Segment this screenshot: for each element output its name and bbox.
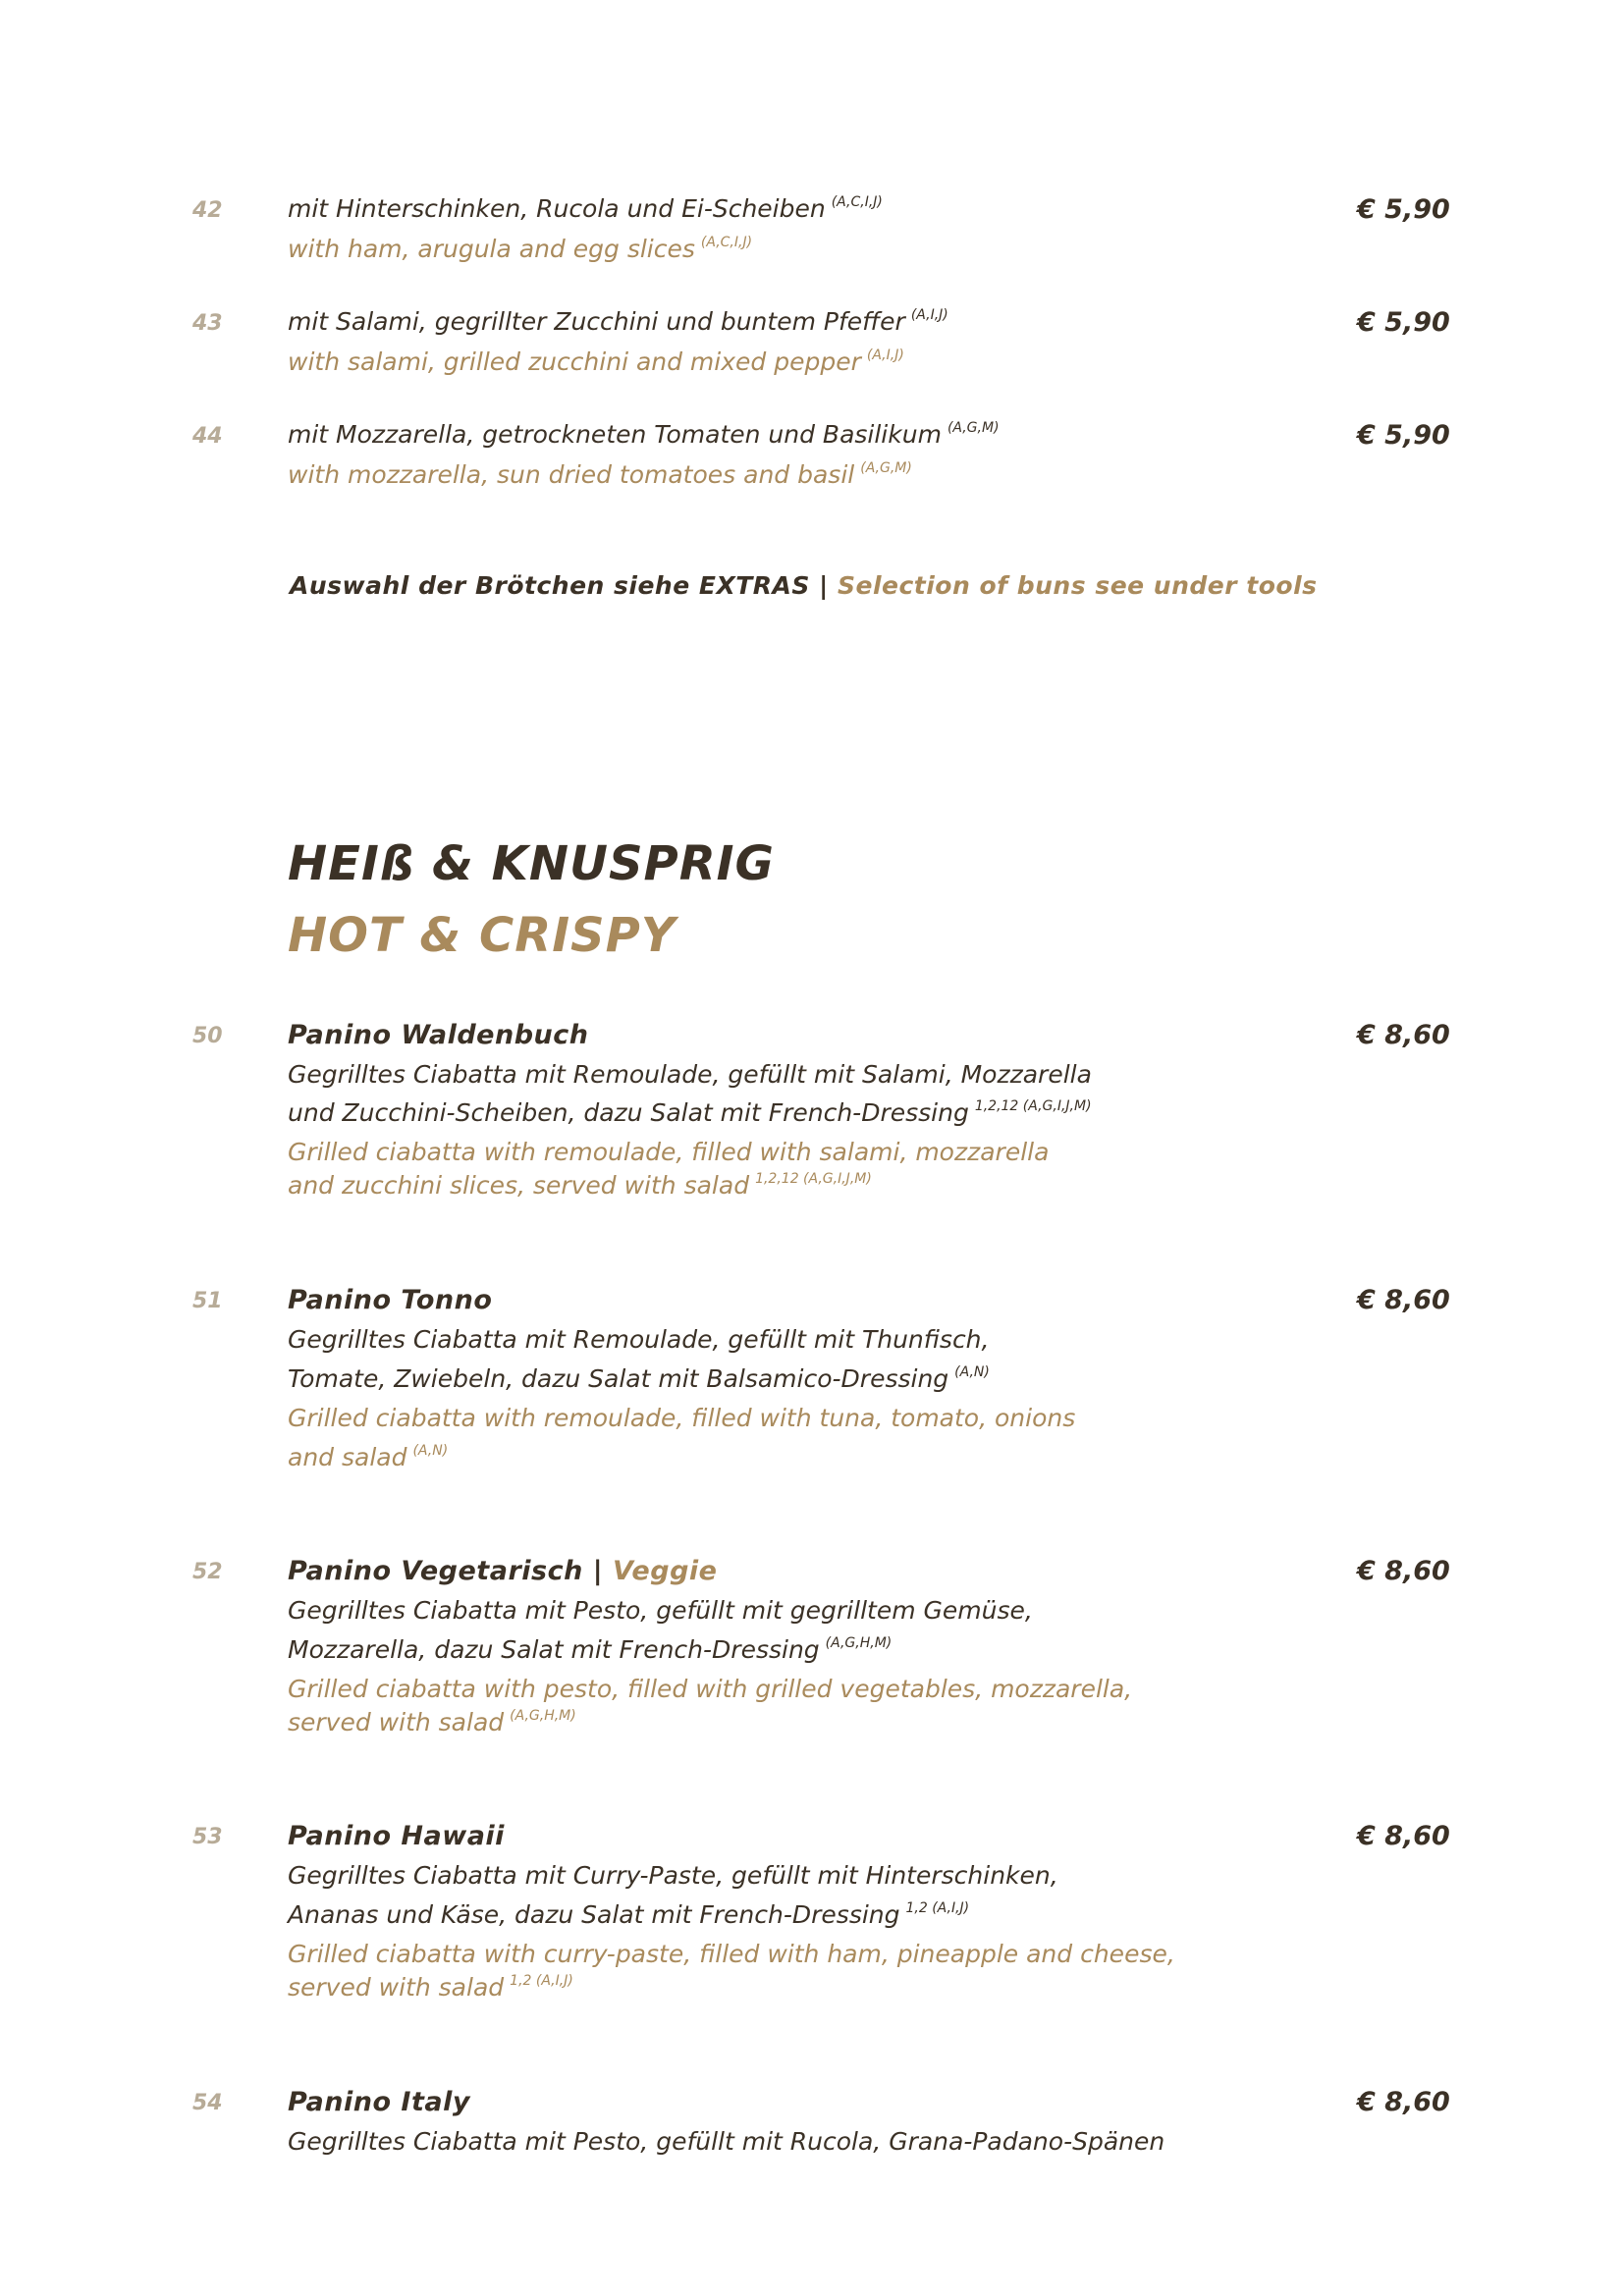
allergen-codes: 1,2 (A,I,J) bbox=[905, 1900, 970, 1916]
item-description-de: mit Hinterschinken, Rucola und Ei-Scheiben $^{(A,C,I,J)}$ bbox=[288, 194, 883, 223]
item-name: Panino Vegetarisch | Veggie bbox=[288, 1556, 718, 1586]
buns-note-de: Auswahl der Brötchen siehe EXTRAS bbox=[290, 571, 810, 600]
allergen-codes: (A,C,I,J) bbox=[700, 235, 753, 250]
item-number: 52 bbox=[192, 1560, 223, 1584]
item-description-de-line1: Gegrilltes Ciabatta mit Pesto, gefüllt mit gegrilltem Gemüse, bbox=[288, 1596, 1033, 1625]
item-name: Panino Waldenbuch bbox=[288, 1020, 589, 1050]
allergen-codes: 1,2 (A,I,J) bbox=[510, 1973, 573, 1989]
item-description-en-line2: served with salad $^{1,2 (A,I,J)}$ bbox=[288, 1973, 573, 2002]
item-description-en: with ham, arugula and egg slices $^{(A,C,I,J)}$ bbox=[288, 235, 753, 263]
item-description-de-line1: Gegrilltes Ciabatta mit Remoulade, gefüllt mit Thunfisch, bbox=[288, 1325, 990, 1354]
buns-note-en: Selection of buns see under tools bbox=[837, 571, 1318, 600]
item-description-en-line2: and salad $^{(A,N)}$ bbox=[288, 1443, 449, 1471]
item-price: € 8,60 bbox=[1357, 2087, 1450, 2117]
allergen-codes: (A,C,I,J) bbox=[831, 194, 883, 210]
item-description-de-line1: Gegrilltes Ciabatta mit Curry-Paste, gefüllt mit Hinterschinken, bbox=[288, 1861, 1058, 1890]
item-price: € 8,60 bbox=[1357, 1821, 1450, 1851]
buns-note-separator: | bbox=[819, 571, 829, 600]
allergen-codes: (A,I,J) bbox=[866, 347, 904, 363]
item-name: Panino Hawaii bbox=[288, 1821, 505, 1851]
item-description-en-line1: Grilled ciabatta with remoulade, filled with tuna, tomato, onions bbox=[288, 1404, 1076, 1432]
item-description-de-line2: Mozzarella, dazu Salat mit French-Dressing $^{(A,G,H,M)}$ bbox=[288, 1635, 893, 1664]
item-name: Panino Italy bbox=[288, 2087, 470, 2117]
item-price: € 5,90 bbox=[1357, 307, 1450, 338]
item-description-de-line1: Gegrilltes Ciabatta mit Pesto, gefüllt mit Rucola, Grana-Padano-Spänen bbox=[288, 2127, 1165, 2156]
item-number: 53 bbox=[192, 1825, 223, 1849]
item-description-de: mit Salami, gegrillter Zucchini und buntem Pfeffer $^{(A,I,J)}$ bbox=[288, 307, 948, 336]
section-title-en: HOT & CRISPY bbox=[288, 908, 677, 963]
item-number: 44 bbox=[192, 424, 223, 449]
item-name: Panino Tonno bbox=[288, 1285, 493, 1315]
item-number: 42 bbox=[192, 198, 223, 223]
item-description-en-line1: Grilled ciabatta with curry-paste, filled with ham, pineapple and cheese, bbox=[288, 1940, 1175, 1968]
item-description-en: with salami, grilled zucchini and mixed pepper $^{(A,I,J)}$ bbox=[288, 347, 904, 376]
allergen-codes: (A,N) bbox=[954, 1364, 990, 1380]
item-price: € 8,60 bbox=[1357, 1556, 1450, 1586]
section-title-de: HEIß & KNUSPRIG bbox=[288, 836, 775, 891]
item-name-en: Veggie bbox=[613, 1556, 718, 1586]
item-description-de: mit Mozzarella, getrockneten Tomaten und Basilikum $^{(A,G,M)}$ bbox=[288, 420, 1000, 449]
allergen-codes: (A,N) bbox=[412, 1443, 449, 1459]
item-description-en-line1: Grilled ciabatta with pesto, filled with grilled vegetables, mozzarella, bbox=[288, 1675, 1133, 1703]
item-description-en-line2: served with salad $^{(A,G,H,M)}$ bbox=[288, 1708, 576, 1736]
buns-note bbox=[290, 571, 1318, 600]
allergen-codes: (A,G,H,M) bbox=[510, 1708, 576, 1724]
item-description-de-line2: Tomate, Zwiebeln, dazu Salat mit Balsamico-Dressing $^{(A,N)}$ bbox=[288, 1364, 990, 1393]
item-price: € 5,90 bbox=[1357, 420, 1450, 451]
item-description-en-line1: Grilled ciabatta with remoulade, filled with salami, mozzarella bbox=[288, 1138, 1050, 1166]
allergen-codes: 1,2,12 (A,G,I,J,M) bbox=[755, 1171, 872, 1187]
item-description-de-line2: Ananas und Käse, dazu Salat mit French-Dressing $^{1,2 (A,I,J)}$ bbox=[288, 1900, 970, 1929]
item-description-en: with mozzarella, sun dried tomatoes and basil $^{(A,G,M)}$ bbox=[288, 460, 912, 489]
allergen-codes: 1,2,12 (A,G,I,J,M) bbox=[974, 1098, 1092, 1114]
name-separator: | bbox=[592, 1556, 604, 1586]
allergen-codes: (A,G,M) bbox=[860, 460, 912, 476]
item-price: € 8,60 bbox=[1357, 1020, 1450, 1050]
item-price: € 8,60 bbox=[1357, 1285, 1450, 1315]
item-number: 51 bbox=[192, 1289, 223, 1313]
allergen-codes: (A,I,J) bbox=[910, 307, 948, 323]
item-number: 54 bbox=[192, 2091, 223, 2115]
item-number: 43 bbox=[192, 311, 223, 336]
item-number: 50 bbox=[192, 1024, 223, 1048]
allergen-codes: (A,G,H,M) bbox=[825, 1635, 893, 1651]
allergen-codes: (A,G,M) bbox=[947, 420, 1000, 436]
item-description-de-line2: und Zucchini-Scheiben, dazu Salat mit French-Dressing $^{1,2,12 (A,G,I,J,M)}$ bbox=[288, 1098, 1092, 1127]
item-description-de-line1: Gegrilltes Ciabatta mit Remoulade, gefüllt mit Salami, Mozzarella bbox=[288, 1060, 1092, 1089]
item-description-en-line2: and zucchini slices, served with salad $^{1,2,12 (A,G,I,J,M)}$ bbox=[288, 1171, 872, 1200]
item-price: € 5,90 bbox=[1357, 194, 1450, 225]
